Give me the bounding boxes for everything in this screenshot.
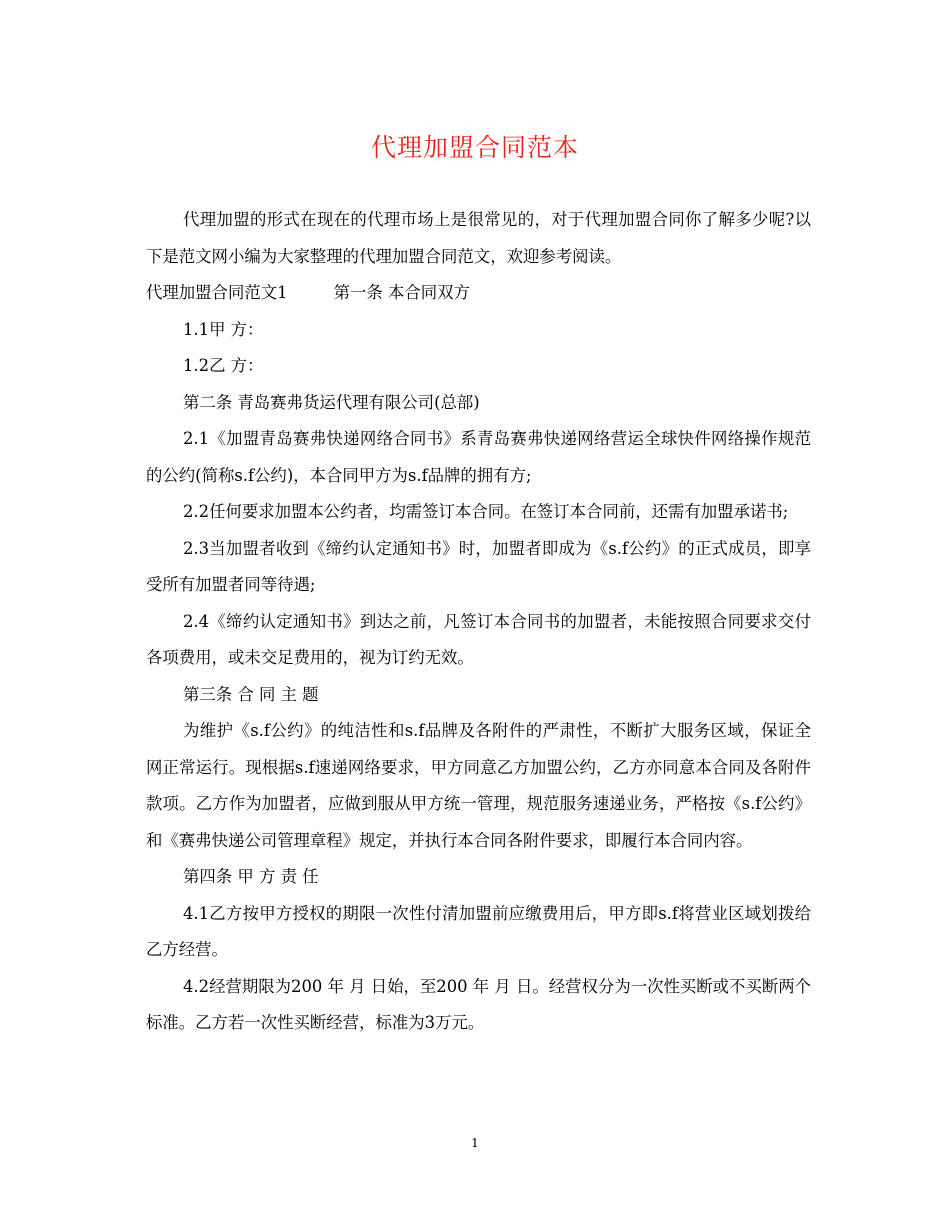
clause-4-1: 4.1乙方按甲方授权的期限一次性付清加盟前应缴费用后，甲方即s.f将营业区域划拨给乙方经营。 xyxy=(146,903,811,959)
document-body xyxy=(146,202,811,1042)
intro-paragraph: 代理加盟的形式在现在的代理市场上是很常见的，对于代理加盟合同你了解多少呢?以下是范文网小编为大家整理的代理加盟合同范文，欢迎参考阅读。 xyxy=(146,210,811,266)
clause-2-4: 2.4《缔约认定通知书》到达之前，凡签订本合同书的加盟者，未能按照合同要求交付各项费用，或未交足费用的，视为订约无效。 xyxy=(146,611,811,667)
party-b-line: 1.2乙 方： xyxy=(183,356,264,375)
clause-2-3: 2.3当加盟者收到《缔约认定通知书》时，加盟者即成为《s.f公约》的正式成员，即享受所有加盟者同等待遇; xyxy=(146,538,811,594)
sample-label: 代理加盟合同范文1 xyxy=(146,283,288,302)
article-three-heading: 第三条 合 同 主 题 xyxy=(183,684,319,704)
clause-2-2: 2.2任何要求加盟本公约者，均需签订本合同。在签订本合同前，还需有加盟承诺书; xyxy=(183,502,789,521)
article-one-heading: 第一条 本合同双方 xyxy=(333,283,470,302)
party-a-line: 1.1甲 方： xyxy=(183,319,264,339)
section-heading-line xyxy=(146,275,811,312)
article-two-heading: 第二条 青岛赛弗货运代理有限公司(总部) xyxy=(183,392,480,412)
document-title: 代理加盟合同范本 xyxy=(370,133,579,162)
article-three-body: 为维护《s.f公约》的纯洁性和s.f品牌及各附件的严肃性，不断扩大服务区域，保证全网正常运行。现根据s.f速递网络要求，甲方同意乙方加盟公约，乙方亦同意本合同及各附件款项。乙方作为加盟者，应做到服从甲方统一管理，规范服务速递业务，严格按《s.f公约》和《赛弗快递公司管理章程》规定，并执行本合同各附件要求，即履行本合同内容。 xyxy=(146,721,811,850)
clause-4-2: 4.2经营期限为200 年 月 日始，至200 年 月 日。经营权分为一次性买断或不买断两个标准。乙方若一次性买断经营，标准为3万元。 xyxy=(146,976,812,1032)
article-four-heading: 第四条 甲 方 责 任 xyxy=(183,867,319,886)
page-number: 1 xyxy=(471,1136,479,1150)
clause-2-1: 2.1《加盟青岛赛弗快递网络合同书》系青岛赛弗快递网络营运全球快件网络操作规范的公约(简称s.f公约)，本合同甲方为s.f品牌的拥有方; xyxy=(146,429,811,485)
